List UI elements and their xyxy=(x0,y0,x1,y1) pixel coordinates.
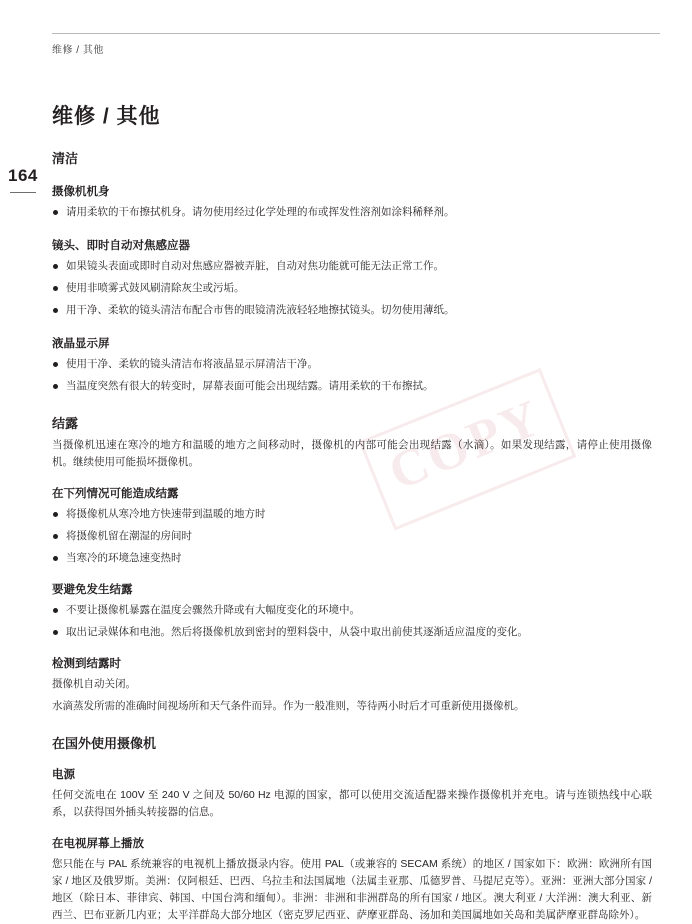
section-heading-condensation: 结露 xyxy=(52,416,79,431)
abroad-playback-paragraph: 您只能在与 PAL 系统兼容的电视机上播放摄录内容。使用 PAL（或兼容的 SECAM 系统）的地区 / 国家如下：欧洲：欧洲所有国家 / 地区及俄罗斯。美洲：仅阿根廷、巴西、乌拉圭和法国属地（法属圭亚那、瓜德罗普、马提尼克等）。亚洲：亚洲大部分国家 / 地区（除日本、菲律宾、韩国、中国台湾和缅甸）。非洲：非洲和非洲群岛的所有国家 / 地区。澳大利亚 / 大洋洲：澳大利亚、新西兰、巴布亚新几内亚；太平洋群岛大部分地区（密克罗尼西亚、萨摩亚群岛、汤加和美国属地如关岛和美属萨摩亚群岛除外）。 xyxy=(52,858,652,921)
header-divider xyxy=(52,33,660,34)
section-heading-lens: 镜头、即时自动对焦感应器 xyxy=(52,240,190,252)
list-item: 当温度突然有很大的转变时，屏幕表面可能会出现结露。请用柔软的干布擦拭。 xyxy=(52,378,652,395)
bullet-list-body xyxy=(52,204,652,221)
page-number: 164 xyxy=(8,166,38,185)
document-content xyxy=(52,100,652,924)
list-item: 将摄像机从寒冷地方快速带到温暖的地方时 xyxy=(52,506,652,523)
list-item: 使用非喷雾式鼓风刷清除灰尘或污垢。 xyxy=(52,280,652,297)
bullet-list-lcd xyxy=(52,356,652,395)
condensation-detected-paragraph-2: 水滴蒸发所需的准确时间视场所和天气条件而异。作为一般准则，等待两小时后才可重新使用摄像机。 xyxy=(52,700,525,712)
condensation-causes-heading: 在下列情况可能造成结露 xyxy=(52,488,179,500)
section-subtitle: 清洁 xyxy=(52,151,79,166)
watermark-text: COPY xyxy=(381,388,551,502)
condensation-avoid-heading: 要避免发生结露 xyxy=(52,584,133,596)
condensation-detected-heading: 检测到结露时 xyxy=(52,658,121,670)
list-item: 取出记录媒体和电池。然后将摄像机放到密封的塑料袋中，从袋中取出前使其逐渐适应温度的变化。 xyxy=(52,624,652,641)
bullet-list-avoid xyxy=(52,602,652,641)
abroad-power-heading: 电源 xyxy=(52,769,75,781)
list-item: 用干净、柔软的镜头清洁布配合市售的眼镜清洗液轻轻地擦拭镜头。切勿使用薄纸。 xyxy=(52,302,652,319)
list-item: 请用柔软的干布擦拭机身。请勿使用经过化学处理的布或挥发性溶剂如涂料稀释剂。 xyxy=(52,204,652,221)
page-title: 维修 / 其他 xyxy=(52,105,161,128)
section-heading-abroad: 在国外使用摄像机 xyxy=(52,736,157,751)
condensation-detected-paragraph-1: 摄像机自动关闭。 xyxy=(52,678,136,690)
section-heading-body: 摄像机机身 xyxy=(52,186,110,198)
section-heading-lcd: 液晶显示屏 xyxy=(52,338,110,350)
list-item: 当寒冷的环境急速变热时 xyxy=(52,550,652,567)
list-item: 将摄像机留在潮湿的房间时 xyxy=(52,528,652,545)
condensation-paragraph: 当摄像机迅速在寒冷的地方和温暖的地方之间移动时，摄像机的内部可能会出现结露（水滴）。如果发现结露，请停止使用摄像机。继续使用可能损坏摄像机。 xyxy=(52,439,652,468)
breadcrumb: 维修 / 其他 xyxy=(52,45,104,56)
bullet-list-lens xyxy=(52,258,652,319)
page-number-rule xyxy=(10,192,36,193)
bullet-list-causes xyxy=(52,506,652,567)
list-item: 如果镜头表面或即时自动对焦感应器被弄脏，自动对焦功能就可能无法正常工作。 xyxy=(52,258,652,275)
list-item: 不要让摄像机暴露在温度会骤然升降或有大幅度变化的环境中。 xyxy=(52,602,652,619)
list-item: 使用干净、柔软的镜头清洁布将液晶显示屏清洁干净。 xyxy=(52,356,652,373)
abroad-playback-heading: 在电视屏幕上播放 xyxy=(52,838,144,850)
abroad-power-paragraph: 任何交流电在 100V 至 240 V 之间及 50/60 Hz 电源的国家，都可以使用交流适配器来操作摄像机并充电。请与连锁热线中心联系，以获得国外插头转接器的信息。 xyxy=(52,789,652,818)
